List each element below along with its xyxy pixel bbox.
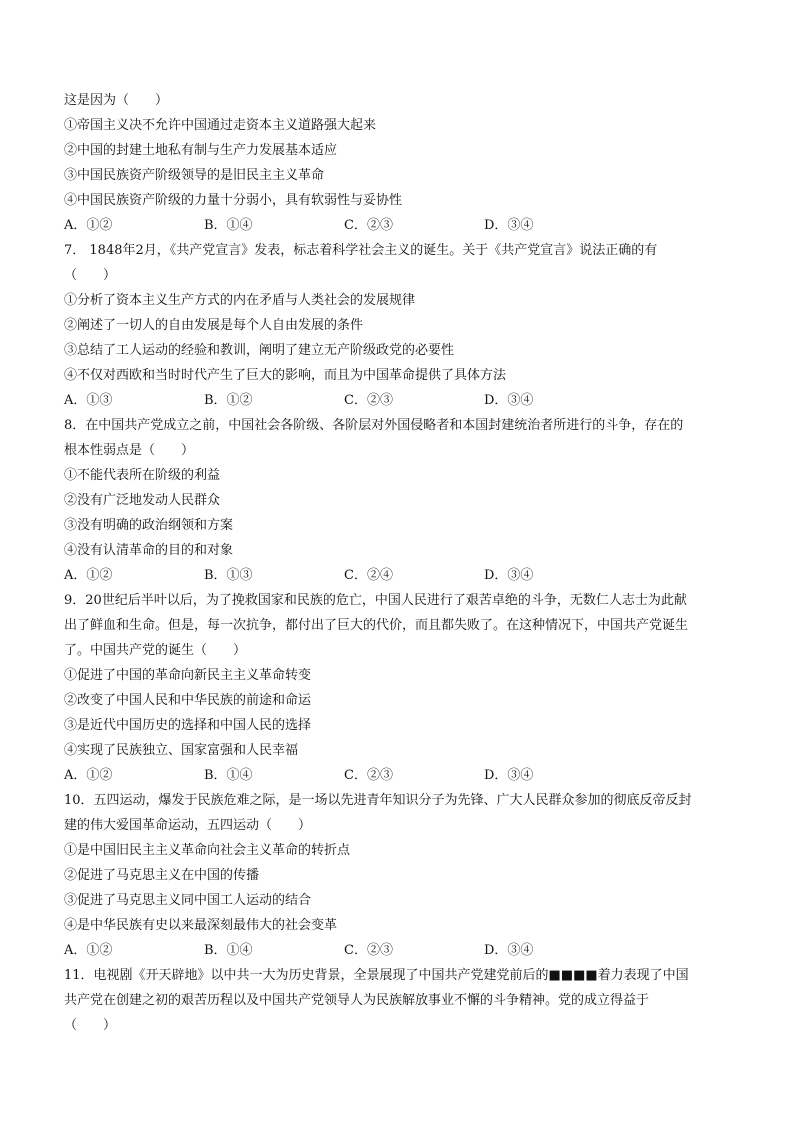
option-item: ④没有认清革命的目的和对象 (64, 543, 234, 558)
answer-choices (64, 563, 734, 588)
option-item: ①帝国主义决不允许中国通过走资本主义道路强大起来 (64, 118, 377, 133)
exam-page (64, 88, 734, 1038)
answer-choice-c: C．②③ (344, 768, 393, 783)
answer-choices (64, 763, 734, 788)
answer-choice-a: A．①③ (64, 393, 113, 408)
question-11-stem: 11．电视剧《开天辟地》以中共一大为历史背景，全景展现了中国共产党建党前后的■■■■着力表现了中国 (64, 968, 689, 983)
answer-choice-c: C．②③ (344, 393, 393, 408)
question-11-paren: （ ） (64, 1018, 117, 1033)
answer-choice-d: D．③④ (484, 943, 534, 958)
answer-choice-c: C．②③ (344, 943, 393, 958)
option-item: ②没有广泛地发动人民群众 (64, 493, 221, 508)
option-item: ④是中华民族有史以来最深刻最伟大的社会变革 (64, 918, 338, 933)
option-item: ④中国民族资产阶级的力量十分弱小，具有软弱性与妥协性 (64, 193, 403, 208)
answer-choice-d: D．③④ (484, 768, 534, 783)
answer-choice-b: B．①④ (204, 218, 253, 233)
option-item: ④不仅对西欧和当时时代产生了巨大的影响，而且为中国革命提供了具体方法 (64, 368, 507, 383)
answer-choice-a: A．①② (64, 943, 113, 958)
answer-choice-b: B．①② (204, 393, 253, 408)
question-10-stem-cont: 建的伟大爱国革命运动，五四运动（ ） (64, 818, 312, 833)
question-7-stem: 7． 1848年2月，《共产党宣言》发表，标志着科学社会主义的诞生。关于《共产党宣言》说法正确的有 (64, 243, 658, 258)
option-item: ③是近代中国历史的选择和中国人民的选择 (64, 718, 312, 733)
question-7-paren: （ ） (64, 268, 117, 283)
option-item: ②促进了马克思主义在中国的传播 (64, 868, 260, 883)
answer-choices (64, 213, 734, 238)
answer-choice-a: A．①② (64, 218, 113, 233)
option-item: ①分析了资本主义生产方式的内在矛盾与人类社会的发展规律 (64, 293, 416, 308)
option-item: ③中国民族资产阶级领导的是旧民主主义革命 (64, 168, 325, 183)
question-10-stem: 10．五四运动，爆发于民族危难之际，是一场以先进青年知识分子为先锋、广大人民群众参加的彻底反帝反封 (64, 793, 692, 808)
question-8-stem: 8．在中国共产党成立之前，中国社会各阶级、各阶层对外国侵略者和本国封建统治者所进行的斗争，存在的 (64, 418, 684, 433)
answer-choice-d: D．③④ (484, 218, 534, 233)
question-9-stem: 9．20世纪后半叶以后，为了挽救国家和民族的危亡，中国人民进行了艰苦卓绝的斗争，无数仁人志士为此献 (64, 593, 687, 608)
answer-choice-a: A．①② (64, 768, 113, 783)
option-item: ③总结了工人运动的经验和教训，阐明了建立无产阶级政党的必要性 (64, 343, 455, 358)
option-item: ①是中国旧民主主义革命向社会主义革命的转折点 (64, 843, 351, 858)
option-item: ②改变了中国人民和中华民族的前途和命运 (64, 693, 312, 708)
answer-choices (64, 938, 734, 963)
question-9-stem-cont: 了。中国共产党的诞生（ ） (64, 643, 247, 658)
option-item: ①促进了中国的革命向新民主主义革命转变 (64, 668, 312, 683)
answer-choice-b: B．①③ (204, 568, 253, 583)
option-item: ④实现了民族独立、国家富强和人民幸福 (64, 743, 299, 758)
question-11-stem-cont: 共产党在创建之初的艰苦历程以及中国共产党领导人为民族解放事业不懈的斗争精神。党的成立得益于 (64, 993, 650, 1008)
answer-choice-c: C．②④ (344, 568, 393, 583)
question-6-stem-end: 这是因为（ ） (64, 93, 169, 108)
answer-choice-c: C．②③ (344, 218, 393, 233)
option-item: ③没有明确的政治纲领和方案 (64, 518, 234, 533)
answer-choice-d: D．③④ (484, 393, 534, 408)
option-item: ②中国的封建土地私有制与生产力发展基本适应 (64, 143, 338, 158)
answer-choice-d: D．③④ (484, 568, 534, 583)
answer-choice-a: A．①② (64, 568, 113, 583)
question-8-stem-cont: 根本性弱点是（ ） (64, 443, 195, 458)
option-item: ①不能代表所在阶级的利益 (64, 468, 221, 483)
answer-choices (64, 388, 734, 413)
answer-choice-b: B．①④ (204, 943, 253, 958)
option-item: ③促进了马克思主义同中国工人运动的结合 (64, 893, 312, 908)
option-item: ②阐述了一切人的自由发展是每个人自由发展的条件 (64, 318, 364, 333)
question-9-stem-cont: 出了鲜血和生命。但是，每一次抗争，都付出了巨大的代价，而且都失败了。在这种情况下，中国共产党诞生 (64, 618, 689, 633)
answer-choice-b: B．①④ (204, 768, 253, 783)
